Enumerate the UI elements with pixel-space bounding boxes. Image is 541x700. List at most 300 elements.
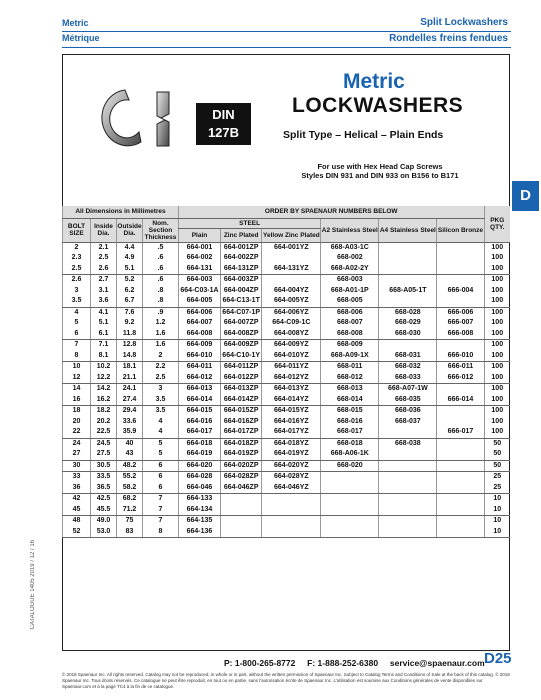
table-cell: 2.5 — [143, 373, 179, 384]
table-row — [63, 527, 511, 538]
table-cell — [437, 438, 484, 449]
table-cell: 7 — [143, 516, 179, 527]
table-cell: 100 — [484, 329, 510, 340]
table-cell: 668-016 — [321, 417, 379, 428]
table-cell: 664-020ZP — [220, 460, 262, 472]
table-cell — [437, 527, 484, 538]
table-cell: 668-002 — [321, 253, 379, 264]
table-cell: 668-A07-1W — [379, 384, 437, 395]
table-cell — [437, 340, 484, 351]
table-cell: 10 — [484, 527, 510, 538]
table-cell: 664-046ZP — [220, 483, 262, 494]
table-cell: .9 — [143, 307, 179, 318]
table-row — [63, 351, 511, 362]
table-cell: 664-019YZ — [262, 449, 321, 460]
table-cell: 100 — [484, 373, 510, 384]
table-row — [63, 427, 511, 438]
table-cell: 664-135 — [179, 516, 221, 527]
table-cell: 8.1 — [91, 351, 117, 362]
table-cell — [321, 505, 379, 516]
table-cell: 668-036 — [379, 406, 437, 417]
table-cell — [437, 516, 484, 527]
table-cell: 2.6 — [63, 275, 91, 286]
steel-label: STEEL — [179, 218, 321, 228]
table-cell: 100 — [484, 351, 510, 362]
table-cell: 664-133 — [179, 494, 221, 505]
table-row — [63, 286, 511, 297]
table-cell: 1.6 — [143, 340, 179, 351]
table-cell: 668-A01-1P — [321, 286, 379, 297]
table-cell: 7.1 — [91, 340, 117, 351]
table-cell: 7 — [143, 494, 179, 505]
table-cell: 7 — [143, 505, 179, 516]
col-yellow: Yellow Zinc Plated — [262, 228, 321, 242]
table-cell: 664-028ZP — [220, 472, 262, 483]
table-row — [63, 472, 511, 483]
table-cell: 668-005 — [321, 296, 379, 307]
col-plain: Plain — [179, 228, 221, 242]
table-cell: 666-008 — [437, 329, 484, 340]
table-cell: 48.2 — [117, 460, 143, 472]
table-cell — [379, 505, 437, 516]
table-cell: 18.2 — [91, 406, 117, 417]
col-silicon: Silicon Bronze — [437, 218, 484, 242]
table-cell: 24.1 — [117, 384, 143, 395]
col-a4: A4 Stainless Steel — [379, 218, 437, 242]
table-cell — [437, 483, 484, 494]
header-left-fr: Métrique — [62, 33, 100, 43]
table-cell — [437, 264, 484, 275]
table-cell: 664-006 — [179, 307, 221, 318]
table-cell: 664-013YZ — [262, 384, 321, 395]
table-row — [63, 362, 511, 373]
usage-note — [280, 162, 480, 180]
table-cell: 4 — [143, 427, 179, 438]
table-cell: 666-004 — [437, 286, 484, 297]
table-cell: 16 — [63, 395, 91, 406]
table-cell — [379, 340, 437, 351]
table-cell: 10 — [484, 516, 510, 527]
table-cell: 664-C03-1A — [179, 286, 221, 297]
table-cell: 100 — [484, 406, 510, 417]
footer-fine-print: © 2018 Spaenaur Inc. All rights reserved. Catalog may not be reproduced, in whole or in part, without the written permission of Spaenaur Inc. Subject to Catalog Terms and Conditions of Sale at the back of this catalog. © 2018 Spaenaur Inc. Tous droits réservés. Ce catalogue ne peut être reproduit, en tout ou en partie, sans l'autorisation écrite de Spaenaur Inc. L'utilisation est soumise aux Conditions générales de vente disponibles sur Spaenaur.com et à la page TC4 à la fin de ce catalogue. — [62, 672, 510, 689]
table-cell: 668-028 — [379, 307, 437, 318]
usage-note-line1: For use with Hex Head Cap Screws — [317, 162, 443, 171]
table-cell: 25 — [484, 472, 510, 483]
table-cell: .8 — [143, 296, 179, 307]
title-subtitle: Split Type – Helical – Plain Ends — [283, 129, 444, 141]
table-cell — [437, 472, 484, 483]
table-cell: .6 — [143, 253, 179, 264]
table-cell: 100 — [484, 253, 510, 264]
table-cell: 22 — [63, 427, 91, 438]
table-cell: 666-017 — [437, 427, 484, 438]
table-cell: 12 — [63, 373, 91, 384]
table-cell: .6 — [143, 275, 179, 286]
table-row — [63, 460, 511, 472]
table-cell: 4 — [143, 417, 179, 428]
table-cell: 100 — [484, 427, 510, 438]
table-row — [63, 449, 511, 460]
table-cell: 664-020YZ — [262, 460, 321, 472]
table-row — [63, 483, 511, 494]
usage-note-line2: Styles DIN 931 and DIN 933 on B156 to B171 — [301, 171, 459, 180]
table-cell: 668-037 — [379, 417, 437, 428]
table-cell: 1.6 — [143, 329, 179, 340]
table-cell: 664-018 — [179, 438, 221, 449]
table-cell: 6.1 — [91, 329, 117, 340]
table-cell: 666-010 — [437, 351, 484, 362]
table-cell: 100 — [484, 296, 510, 307]
table-cell: 11.8 — [117, 329, 143, 340]
footer-phone: P: 1-800-265-8772 — [224, 658, 296, 668]
table-cell: 668-032 — [379, 362, 437, 373]
table-cell: 10 — [484, 494, 510, 505]
table-row — [63, 275, 511, 286]
page-number: D25 — [484, 650, 512, 667]
table-row — [63, 395, 511, 406]
table-cell: 10 — [63, 362, 91, 373]
table-cell — [437, 296, 484, 307]
table-row — [63, 329, 511, 340]
table-cell: 664-007 — [179, 318, 221, 329]
table-cell: 668-013 — [321, 384, 379, 395]
table-cell: 49.0 — [91, 516, 117, 527]
table-cell — [262, 505, 321, 516]
table-cell: 2.1 — [91, 242, 117, 253]
table-cell: 24.5 — [91, 438, 117, 449]
table-cell: 3.5 — [143, 395, 179, 406]
table-cell: 668-A03-1C — [321, 242, 379, 253]
table-cell — [379, 494, 437, 505]
table-cell: 664-016YZ — [262, 417, 321, 428]
table-cell: 6.7 — [117, 296, 143, 307]
table-cell: 664-004YZ — [262, 286, 321, 297]
table-row — [63, 340, 511, 351]
table-row — [63, 373, 511, 384]
table-cell: 664-004ZP — [220, 286, 262, 297]
table-cell: 42 — [63, 494, 91, 505]
table-cell — [437, 384, 484, 395]
table-cell — [437, 417, 484, 428]
table-cell — [379, 516, 437, 527]
table-cell: 664-013 — [179, 384, 221, 395]
table-cell: 664-016 — [179, 417, 221, 428]
table-cell: 664-005 — [179, 296, 221, 307]
table-cell: 3.6 — [91, 296, 117, 307]
table-cell: 664-019 — [179, 449, 221, 460]
table-cell — [321, 483, 379, 494]
table-cell: 9.2 — [117, 318, 143, 329]
table-cell: 14.8 — [117, 351, 143, 362]
footer-fax: F: 1-888-252-6380 — [307, 658, 379, 668]
table-cell: 664-015YZ — [262, 406, 321, 417]
table-cell: 12.8 — [117, 340, 143, 351]
table-cell: 5.1 — [91, 318, 117, 329]
table-cell: 6 — [63, 329, 91, 340]
table-cell: 6 — [143, 472, 179, 483]
table-cell: 2.2 — [143, 362, 179, 373]
table-cell: 668-014 — [321, 395, 379, 406]
table-cell: 668-030 — [379, 329, 437, 340]
table-cell: 43 — [117, 449, 143, 460]
table-cell: 664-012 — [179, 373, 221, 384]
table-cell: 664-012YZ — [262, 373, 321, 384]
table-cell: 664-011 — [179, 362, 221, 373]
table-cell — [220, 527, 262, 538]
table-cell: 3.5 — [143, 406, 179, 417]
header-rule-2 — [62, 47, 511, 48]
table-cell — [379, 264, 437, 275]
table-cell: 664-131 — [179, 264, 221, 275]
table-cell: 668-003 — [321, 275, 379, 286]
table-cell: 664-131ZP — [220, 264, 262, 275]
table-cell: 664-001ZP — [220, 242, 262, 253]
table-cell — [437, 242, 484, 253]
table-cell: 664-015ZP — [220, 406, 262, 417]
table-cell: 666-007 — [437, 318, 484, 329]
table-cell: 71.2 — [117, 505, 143, 516]
table-cell: 40 — [117, 438, 143, 449]
table-cell: 666-006 — [437, 307, 484, 318]
table-cell: 45.5 — [91, 505, 117, 516]
table-cell — [262, 516, 321, 527]
table-cell: 664-011ZP — [220, 362, 262, 373]
table-cell: 2.3 — [63, 253, 91, 264]
table-row — [63, 253, 511, 264]
table-cell: 2.5 — [91, 253, 117, 264]
table-cell: .6 — [143, 264, 179, 275]
table-cell: 6 — [143, 483, 179, 494]
table-cell: 2.6 — [91, 264, 117, 275]
table-cell: 4 — [63, 307, 91, 318]
table-cell — [437, 275, 484, 286]
table-cell: 664-003ZP — [220, 275, 262, 286]
table-cell: 2.7 — [91, 275, 117, 286]
table-cell: 18.1 — [117, 362, 143, 373]
table-cell: 36 — [63, 483, 91, 494]
side-catalogue-text: CATALOGUE 1405 2019 / 12 / 16 — [30, 540, 36, 630]
table-cell — [262, 494, 321, 505]
table-cell: 664-012ZP — [220, 373, 262, 384]
din-badge — [196, 103, 251, 145]
table-cell: 75 — [117, 516, 143, 527]
table-cell: 3 — [63, 286, 91, 297]
table-cell — [379, 483, 437, 494]
table-cell — [220, 505, 262, 516]
table-cell: 664-008 — [179, 329, 221, 340]
table-cell: 664-136 — [179, 527, 221, 538]
footer-contact — [224, 658, 485, 668]
table-cell: 664-009ZP — [220, 340, 262, 351]
table-cell — [262, 527, 321, 538]
table-cell — [437, 494, 484, 505]
table-cell: 664-134 — [179, 505, 221, 516]
table-cell: .8 — [143, 286, 179, 297]
table-cell: 52 — [63, 527, 91, 538]
table-cell — [262, 275, 321, 286]
table-cell: 668-020 — [321, 460, 379, 472]
header-right-en: Split Lockwashers — [420, 17, 508, 28]
table-cell: 666-012 — [437, 373, 484, 384]
table-cell: 668-008 — [321, 329, 379, 340]
table-cell: 33.5 — [91, 472, 117, 483]
table-row — [63, 242, 511, 253]
table-cell: 5.1 — [117, 264, 143, 275]
table-cell: 5.2 — [117, 275, 143, 286]
section-tab: D — [512, 181, 539, 211]
table-cell: 29.4 — [117, 406, 143, 417]
table-cell: 3.1 — [91, 286, 117, 297]
table-cell — [437, 460, 484, 472]
table-cell — [321, 472, 379, 483]
table-cell: 664-006YZ — [262, 307, 321, 318]
table-cell: 55.2 — [117, 472, 143, 483]
footer-email[interactable]: service@spaenaur.com — [389, 658, 485, 668]
table-cell: 25 — [484, 483, 510, 494]
order-label: ORDER BY SPAENAUR NUMBERS BELOW — [179, 206, 485, 218]
table-cell: 664-016ZP — [220, 417, 262, 428]
table-cell: 664-013ZP — [220, 384, 262, 395]
table-row — [63, 406, 511, 417]
table-cell: 668-A05-1T — [379, 286, 437, 297]
table-row — [63, 505, 511, 516]
col-inside: Inside Dia. — [91, 218, 117, 242]
table-cell — [321, 494, 379, 505]
table-cell: 664-008YZ — [262, 329, 321, 340]
table-cell: 664-C13-1T — [220, 296, 262, 307]
table-cell: 21.1 — [117, 373, 143, 384]
title-lockwashers: LOCKWASHERS — [292, 94, 464, 117]
table-cell: 668-038 — [379, 438, 437, 449]
table-cell: 4.9 — [117, 253, 143, 264]
table-cell: 7.6 — [117, 307, 143, 318]
col-outside: Outside Dia. — [117, 218, 143, 242]
header-right-fr: Rondelles freins fendues — [389, 33, 508, 44]
table-cell: 14 — [63, 384, 91, 395]
table-cell — [379, 427, 437, 438]
table-cell: 3.5 — [63, 296, 91, 307]
table-cell: 668-011 — [321, 362, 379, 373]
table-cell — [262, 253, 321, 264]
table-cell: 50 — [484, 460, 510, 472]
col-a2: A2 Stainless Steel — [321, 218, 379, 242]
table-cell: 6 — [143, 460, 179, 472]
table-cell: 664-001 — [179, 242, 221, 253]
table-cell: 668-009 — [321, 340, 379, 351]
table-cell: 664-018YZ — [262, 438, 321, 449]
table-row — [63, 417, 511, 428]
table-cell: 100 — [484, 242, 510, 253]
table-cell — [379, 253, 437, 264]
table-cell: 48 — [63, 516, 91, 527]
title-metric: Metric — [343, 70, 405, 93]
table-cell: 5 — [63, 318, 91, 329]
table-cell: 8 — [63, 351, 91, 362]
table-cell: 27 — [63, 449, 91, 460]
table-cell: 664-017ZP — [220, 427, 262, 438]
table-cell: 6.2 — [117, 286, 143, 297]
table-cell: 668-006 — [321, 307, 379, 318]
table-cell — [379, 242, 437, 253]
table-cell: 100 — [484, 395, 510, 406]
table-cell: 12.2 — [91, 373, 117, 384]
table-cell: 35.9 — [117, 427, 143, 438]
table-cell: 7 — [63, 340, 91, 351]
table-cell — [437, 505, 484, 516]
table-row — [63, 384, 511, 395]
col-bolt: BOLT SIZE — [63, 218, 91, 242]
table-row — [63, 296, 511, 307]
table-cell: 668-017 — [321, 427, 379, 438]
table-cell — [379, 296, 437, 307]
table-cell: 36.5 — [91, 483, 117, 494]
table-cell: 10.2 — [91, 362, 117, 373]
table-cell: 668-A06-1K — [321, 449, 379, 460]
table-row — [63, 318, 511, 329]
table-cell: 3 — [143, 384, 179, 395]
table-cell: 2 — [143, 351, 179, 362]
col-pkg: PKG QTY. — [484, 206, 510, 242]
table-cell: 2.5 — [63, 264, 91, 275]
din-line2: 127B — [207, 125, 240, 140]
table-cell: 100 — [484, 384, 510, 395]
table-cell: 664-010YZ — [262, 351, 321, 362]
table-row — [63, 264, 511, 275]
table-cell: 668-035 — [379, 395, 437, 406]
table-cell — [379, 527, 437, 538]
table-cell: 664-001YZ — [262, 242, 321, 253]
lockwasher-illustration — [95, 84, 185, 154]
table-cell: 668-029 — [379, 318, 437, 329]
table-cell: 666-011 — [437, 362, 484, 373]
table-cell: 664-C07-1P — [220, 307, 262, 318]
table-cell: 668-031 — [379, 351, 437, 362]
table-cell: 30 — [63, 460, 91, 472]
table-cell: 20 — [63, 417, 91, 428]
table-cell: 100 — [484, 307, 510, 318]
table-cell: 4.1 — [91, 307, 117, 318]
table-cell: 58.2 — [117, 483, 143, 494]
table-cell: 4.4 — [117, 242, 143, 253]
table-cell: 668-015 — [321, 406, 379, 417]
table-cell: 664-002ZP — [220, 253, 262, 264]
table-cell — [379, 275, 437, 286]
table-cell: 664-C10-1Y — [220, 351, 262, 362]
table-cell: 30.5 — [91, 460, 117, 472]
table-cell: 22.5 — [91, 427, 117, 438]
table-cell: 664-046YZ — [262, 483, 321, 494]
table-cell: 664-003 — [179, 275, 221, 286]
table-row — [63, 307, 511, 318]
table-cell: 666-014 — [437, 395, 484, 406]
table-cell: 668-018 — [321, 438, 379, 449]
table-cell: 42.5 — [91, 494, 117, 505]
table-cell — [437, 406, 484, 417]
table-cell: 8 — [143, 527, 179, 538]
table-cell: 664-014 — [179, 395, 221, 406]
table-cell: 664-131YZ — [262, 264, 321, 275]
header-left-en: Metric — [62, 18, 89, 28]
table-cell: 100 — [484, 417, 510, 428]
table-cell: 68.2 — [117, 494, 143, 505]
table-cell — [379, 472, 437, 483]
table-cell: 27.4 — [117, 395, 143, 406]
table-cell: 45 — [63, 505, 91, 516]
table-cell: 100 — [484, 286, 510, 297]
table-cell: 664-C09-1C — [262, 318, 321, 329]
table-row — [63, 516, 511, 527]
